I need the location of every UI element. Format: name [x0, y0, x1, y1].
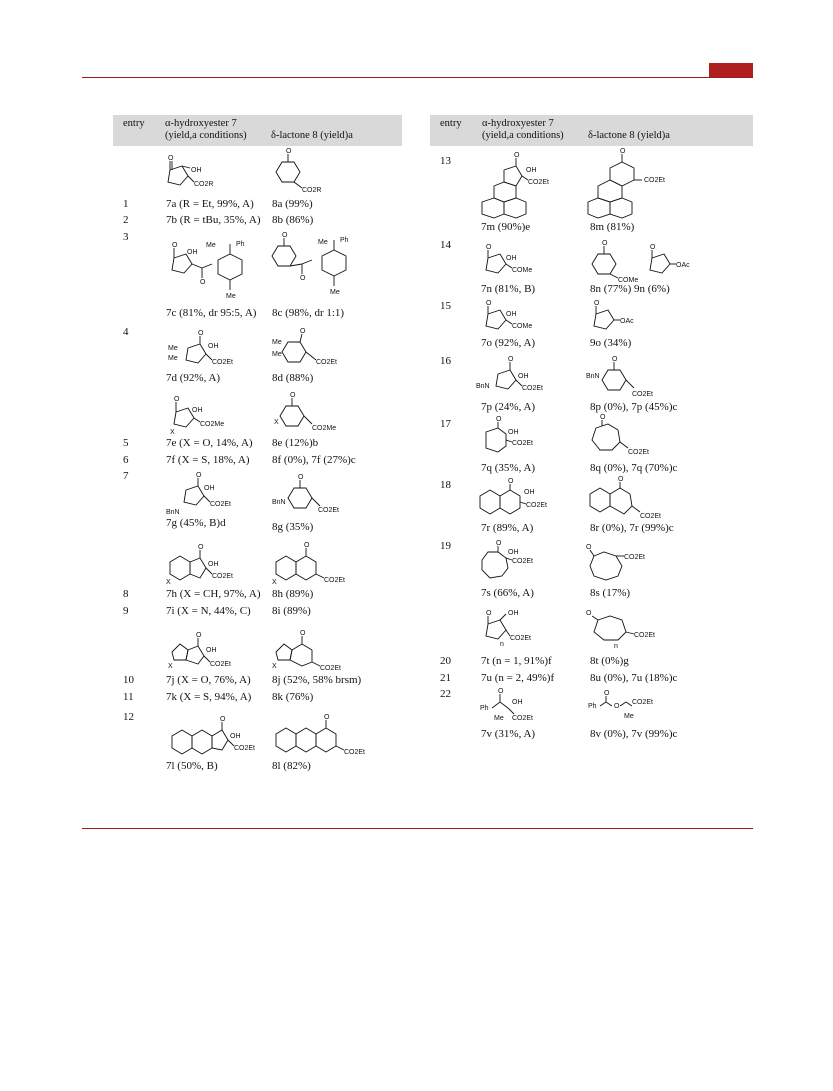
svg-text:CO2Et: CO2Et [512, 558, 534, 565]
compound-9o: 9o (34%) [590, 337, 632, 349]
svg-text:O: O [304, 542, 310, 549]
compound-8u: 8u (0%), 7u (18%)c [590, 672, 678, 684]
structure-8s [586, 546, 676, 586]
svg-text:Ph: Ph [588, 703, 597, 710]
svg-text:OAc: OAc [676, 262, 690, 269]
top-rule [82, 77, 753, 78]
svg-text:Me: Me [168, 345, 178, 352]
svg-text:O: O [600, 414, 606, 421]
compound-8k: 8k (76%) [272, 691, 314, 703]
entry-number: 19 [440, 540, 451, 552]
structure-9o [586, 302, 676, 336]
entry-number: 9 [123, 605, 129, 617]
svg-text:Me: Me [318, 239, 328, 246]
structure-7n [478, 246, 568, 282]
svg-text:O: O [324, 714, 330, 721]
svg-text:OH: OH [518, 373, 529, 380]
svg-text:O: O [620, 148, 626, 155]
compound-8j: 8j (52%, 58% brsm) [272, 674, 362, 686]
structure-7s [476, 540, 566, 586]
structure-7r [476, 478, 576, 522]
svg-text:OH: OH [524, 489, 535, 496]
svg-text:X: X [274, 419, 279, 426]
svg-text:X: X [272, 579, 277, 586]
svg-text:O: O [300, 275, 306, 282]
compound-7b: 7b (R = tBu, 35%, A) [166, 214, 261, 226]
svg-text:O: O [300, 630, 306, 637]
compound-7t: 7t (n = 1, 91%)f [481, 655, 552, 667]
svg-text:O: O [498, 688, 504, 695]
compound-8q: 8q (0%), 7q (70%)c [590, 462, 678, 474]
svg-text:CO2Et: CO2Et [632, 699, 654, 706]
compound-7l: 7l (50%, B) [166, 760, 218, 772]
svg-text:Me: Me [168, 355, 178, 362]
svg-text:Me: Me [494, 715, 504, 722]
svg-text:CO2Et: CO2Et [632, 391, 654, 398]
svg-text:OH: OH [204, 485, 215, 492]
svg-text:CO2Et: CO2Et [624, 554, 646, 561]
svg-text:O: O [196, 632, 202, 639]
structure-8h [270, 542, 360, 586]
svg-text:O: O [282, 232, 288, 239]
svg-text:OH: OH [187, 249, 198, 256]
header-entry-right: entry [440, 118, 462, 129]
svg-text:n: n [500, 641, 504, 648]
svg-text:COMe: COMe [512, 323, 533, 330]
svg-text:O: O [650, 244, 656, 251]
svg-text:CO2Et: CO2Et [324, 577, 346, 584]
compound-7j: 7j (X = O, 76%, A) [166, 674, 251, 686]
svg-text:O: O [198, 330, 204, 337]
svg-text:OH: OH [508, 549, 519, 556]
svg-text:CO2Et: CO2Et [526, 502, 548, 509]
svg-text:O: O [604, 690, 610, 697]
bottom-rule [82, 828, 753, 829]
structure-8n-9n [586, 242, 726, 282]
compound-7d: 7d (92%, A) [166, 372, 221, 384]
svg-text:OH: OH [506, 311, 517, 318]
svg-text:OH: OH [506, 255, 517, 262]
table-header-right [430, 115, 753, 146]
svg-text:OH: OH [512, 699, 523, 706]
svg-text:CO2Et: CO2Et [234, 745, 256, 752]
structure-8r [586, 476, 686, 522]
svg-text:O: O [594, 300, 600, 307]
entry-number: 4 [123, 326, 129, 338]
svg-text:X: X [166, 579, 171, 586]
svg-text:COMe: COMe [618, 277, 639, 284]
structure-8j [270, 630, 360, 672]
compound-8i: 8i (89%) [272, 605, 311, 617]
svg-text:CO2Et: CO2Et [318, 507, 340, 514]
entry-number: 11 [123, 691, 134, 703]
entry-number: 13 [440, 155, 451, 167]
structure-8v [586, 690, 686, 728]
structure-8p [586, 356, 676, 400]
svg-text:X: X [272, 663, 277, 670]
compound-7a: 7a (R = Et, 99%, A) [166, 198, 254, 210]
svg-text:Ph: Ph [236, 241, 245, 248]
compound-8f: 8f (0%), 7f (27%)c [272, 454, 356, 466]
svg-text:O: O [196, 472, 202, 479]
header-ester-line1-right: α-hydroxyester 7 [482, 118, 554, 129]
structure-8c [270, 232, 370, 304]
svg-text:CO2Et: CO2Et [316, 359, 338, 366]
svg-text:CO2Et: CO2Et [628, 449, 650, 456]
svg-text:O: O [612, 356, 618, 363]
compound-7q: 7q (35%, A) [481, 462, 536, 474]
svg-text:O: O [618, 476, 624, 483]
header-lactone: δ-lactone 8 (yield)a [271, 130, 353, 141]
compound-8n-9n: 8n (77%) 9n (6%) [590, 283, 670, 295]
structure-7a [160, 155, 230, 196]
structure-7h [164, 546, 254, 586]
structure-7q [478, 416, 568, 460]
svg-text:CO2Et: CO2Et [210, 501, 232, 508]
entry-number: 12 [123, 711, 134, 723]
structure-7p [476, 356, 566, 400]
svg-text:CO2Et: CO2Et [528, 179, 550, 186]
entry-number: 3 [123, 231, 129, 243]
structure-8m [586, 150, 686, 220]
compound-8e: 8e (12%)b [272, 437, 319, 449]
svg-text:CO2Et: CO2Et [210, 661, 232, 668]
header-ester-line2-right: (yield,a conditions) [482, 130, 564, 141]
structure-8e [272, 394, 362, 436]
svg-text:O: O [486, 244, 492, 251]
svg-text:O: O [300, 328, 306, 335]
header-accent-tab [709, 63, 753, 78]
svg-text:CO2Et: CO2Et [212, 573, 234, 580]
compound-7n: 7n (81%, B) [481, 283, 536, 295]
header-entry: entry [123, 118, 145, 129]
entry-number: 17 [440, 418, 451, 430]
structure-8l [272, 712, 382, 760]
structure-7m [476, 150, 576, 220]
compound-7f: 7f (X = S, 18%, A) [166, 454, 250, 466]
svg-text:OAc: OAc [620, 318, 634, 325]
entry-number: 20 [440, 655, 451, 667]
svg-text:O: O [168, 155, 174, 162]
entry-number: 16 [440, 355, 451, 367]
svg-text:Me: Me [330, 289, 340, 296]
structure-7c [168, 238, 268, 304]
svg-text:COMe: COMe [512, 267, 533, 274]
svg-text:O: O [172, 242, 178, 249]
compound-7s: 7s (66%, A) [481, 587, 534, 599]
svg-text:Ph: Ph [340, 237, 349, 244]
svg-text:OH: OH [192, 407, 203, 414]
svg-text:O: O [286, 148, 292, 155]
svg-text:CO2Et: CO2Et [212, 359, 234, 366]
compound-8g: 8g (35%) [272, 521, 314, 533]
compound-8p: 8p (0%), 7p (45%)c [590, 401, 678, 413]
svg-text:O: O [200, 279, 206, 286]
compound-7o: 7o (92%, A) [481, 337, 536, 349]
header-ester-line1: α-hydroxyester 7 [165, 118, 237, 129]
structure-8d [272, 330, 352, 370]
svg-text:Me: Me [226, 293, 236, 300]
svg-text:CO2Et: CO2Et [634, 632, 656, 639]
svg-text:Me: Me [206, 242, 216, 249]
compound-7r: 7r (89%, A) [481, 522, 534, 534]
entry-number: 8 [123, 588, 129, 600]
table-header-left [113, 115, 402, 146]
svg-text:O: O [602, 240, 608, 247]
structure-8g [272, 476, 362, 520]
svg-text:OH: OH [208, 561, 219, 568]
svg-text:O: O [614, 703, 620, 710]
compound-8t: 8t (0%)g [590, 655, 629, 667]
entry-number: 18 [440, 479, 451, 491]
compound-8m: 8m (81%) [590, 221, 635, 233]
compound-8s: 8s (17%) [590, 587, 631, 599]
svg-text:OH: OH [526, 167, 537, 174]
header-ester-line2: (yield,a conditions) [165, 130, 247, 141]
svg-text:Me: Me [624, 713, 634, 720]
compound-8b: 8b (86%) [272, 214, 314, 226]
compound-7k: 7k (X = S, 94%, A) [166, 691, 252, 703]
compound-7v: 7v (31%, A) [481, 728, 536, 740]
svg-text:CO2Et: CO2Et [512, 715, 534, 722]
svg-text:O: O [586, 544, 592, 551]
svg-text:CO2Me: CO2Me [312, 425, 337, 432]
entry-number: 2 [123, 214, 129, 226]
compound-7h: 7h (X = CH, 97%, A) [166, 588, 261, 600]
svg-text:O: O [486, 300, 492, 307]
svg-text:X: X [168, 663, 173, 670]
compound-7p: 7p (24%, A) [481, 401, 536, 413]
svg-text:BnN: BnN [166, 509, 180, 516]
structure-8a [268, 148, 338, 196]
svg-text:OH: OH [191, 167, 202, 174]
svg-text:BnN: BnN [476, 383, 490, 390]
compound-7g: 7g (45%, B)d [166, 517, 226, 529]
svg-text:O: O [586, 610, 592, 617]
svg-text:CO2Et: CO2Et [510, 635, 532, 642]
structure-7d [168, 330, 258, 370]
entry-number: 21 [440, 672, 451, 684]
svg-text:CO2Et: CO2Et [512, 440, 534, 447]
compound-8a: 8a (99%) [272, 198, 313, 210]
structure-7o [478, 302, 568, 336]
structure-8t [586, 610, 686, 654]
structure-8q [586, 414, 676, 460]
structure-7t [478, 610, 568, 654]
svg-text:Me: Me [272, 351, 282, 358]
svg-text:CO2Me: CO2Me [200, 421, 225, 428]
svg-text:O: O [290, 392, 296, 399]
compound-8v: 8v (0%), 7v (99%)c [590, 728, 678, 740]
compound-7i: 7i (X = N, 44%, C) [166, 605, 251, 617]
svg-text:O: O [508, 356, 514, 363]
svg-text:O: O [514, 152, 520, 159]
svg-text:OH: OH [508, 610, 519, 617]
svg-text:O: O [220, 716, 226, 723]
svg-text:O: O [486, 610, 492, 617]
structure-7j [166, 634, 256, 672]
entry-number: 7 [123, 470, 129, 482]
compound-8h: 8h (89%) [272, 588, 314, 600]
svg-text:X: X [170, 429, 175, 436]
svg-text:BnN: BnN [272, 499, 286, 506]
compound-8r: 8r (0%), 7r (99%)c [590, 522, 674, 534]
entry-number: 1 [123, 198, 129, 210]
structure-7l [168, 716, 268, 758]
svg-text:O: O [508, 478, 514, 485]
svg-text:CO2Et: CO2Et [522, 385, 544, 392]
compound-8d: 8d (88%) [272, 372, 314, 384]
svg-text:O: O [174, 396, 180, 403]
svg-text:CO2Et: CO2Et [320, 665, 342, 672]
svg-text:OH: OH [230, 733, 241, 740]
svg-text:BnN: BnN [586, 373, 600, 380]
svg-text:O: O [298, 474, 304, 481]
entry-number: 22 [440, 688, 451, 700]
structure-7g [166, 472, 256, 516]
svg-text:OH: OH [508, 429, 519, 436]
structure-7v [478, 690, 568, 728]
svg-text:OH: OH [208, 343, 219, 350]
svg-text:CO2Et: CO2Et [644, 177, 666, 184]
compound-8c: 8c (98%, dr 1:1) [272, 307, 345, 319]
structure-7e [166, 398, 256, 436]
svg-text:CO2Et: CO2Et [640, 513, 662, 520]
svg-text:Ph: Ph [480, 705, 489, 712]
compound-8l: 8l (82%) [272, 760, 311, 772]
svg-text:CO2Et: CO2Et [344, 749, 366, 756]
compound-7m: 7m (90%)e [481, 221, 531, 233]
compound-7e: 7e (X = O, 14%, A) [166, 437, 253, 449]
svg-text:CO2R: CO2R [302, 187, 322, 194]
svg-text:O: O [198, 544, 204, 551]
compound-7u: 7u (n = 2, 49%)f [481, 672, 555, 684]
svg-text:n: n [614, 643, 618, 650]
header-lactone-right: δ-lactone 8 (yield)a [588, 130, 670, 141]
svg-text:CO2R: CO2R [194, 181, 214, 188]
entry-number: 5 [123, 437, 129, 449]
svg-text:O: O [496, 416, 502, 423]
entry-number: 14 [440, 239, 451, 251]
svg-text:Me: Me [272, 339, 282, 346]
svg-text:O: O [496, 540, 502, 547]
svg-text:OH: OH [206, 647, 217, 654]
entry-number: 10 [123, 674, 134, 686]
entry-number: 6 [123, 454, 129, 466]
compound-7c: 7c (81%, dr 95:5, A) [166, 307, 257, 319]
entry-number: 15 [440, 300, 451, 312]
